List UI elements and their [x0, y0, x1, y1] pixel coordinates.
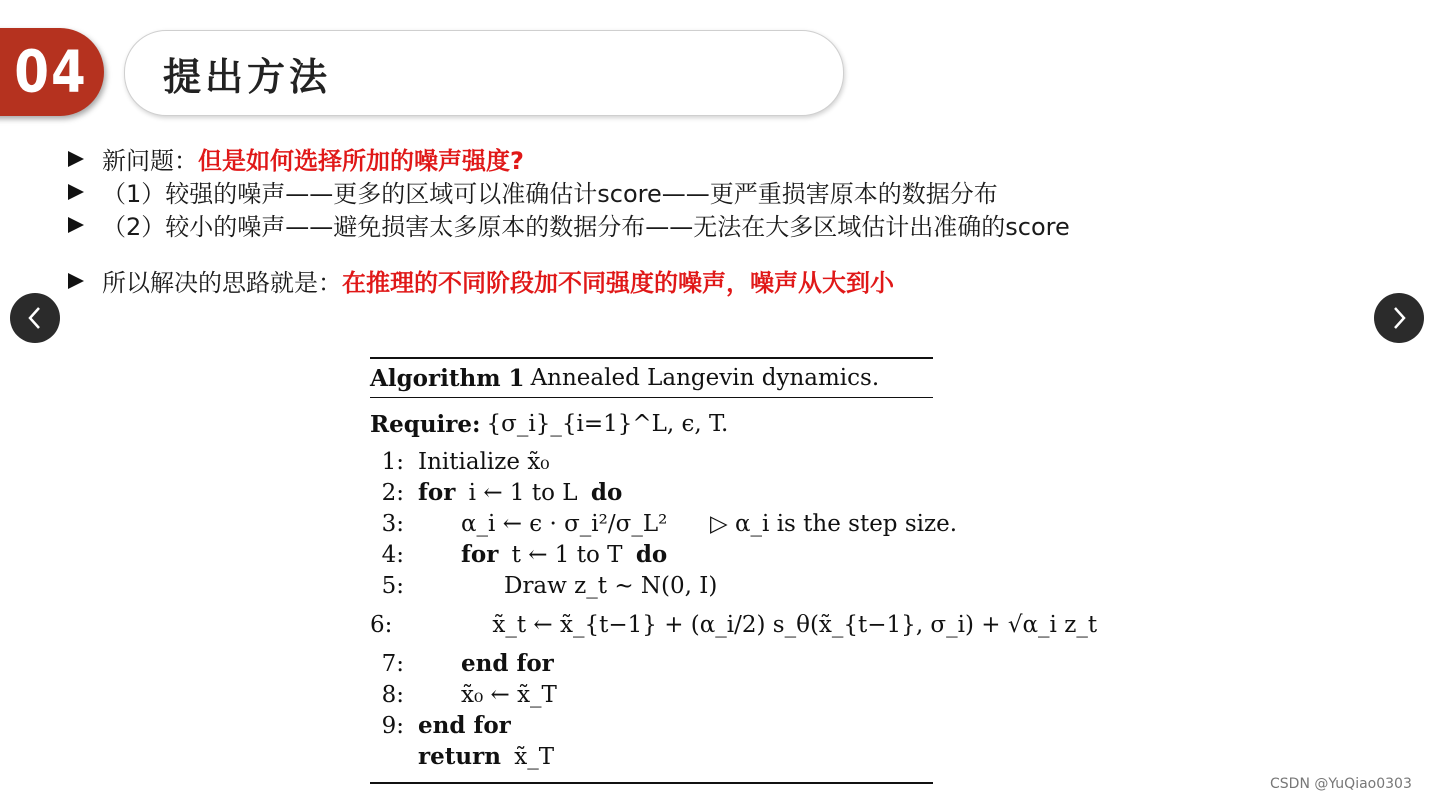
bullet-item	[68, 208, 1070, 241]
bullet-highlight: 在推理的不同阶段加不同强度的噪声，噪声从大到小	[342, 269, 894, 297]
require-math: {σ_i}_{i=1}^L, ϵ, T.	[486, 411, 729, 437]
keyword: end for	[418, 712, 511, 739]
algorithm-line	[370, 477, 933, 508]
keyword: for	[461, 541, 499, 568]
line-text: α_i ← ϵ · σ_i²/σ_L²	[461, 510, 668, 537]
bullet-text: （2）较小的噪声——避免损害太多原本的数据分布——无法在大多区域估计出准确的score	[102, 213, 1070, 241]
section-title: 提出方法	[163, 54, 332, 99]
algorithm-box	[370, 357, 1098, 784]
line-text: Draw z_t ∼ N(0, I)	[504, 572, 718, 599]
line-text: Initialize x̃₀	[418, 448, 550, 475]
algorithm-line	[370, 679, 933, 710]
chevron-left-icon	[24, 305, 46, 331]
line-number: 2:	[381, 479, 404, 506]
algorithm-line	[370, 741, 933, 772]
keyword: do	[590, 479, 623, 506]
bullet-text: 所以解决的思路就是：	[102, 269, 342, 297]
keyword: end for	[461, 650, 554, 677]
bullet-arrow-icon	[68, 151, 84, 167]
algorithm-require	[370, 402, 933, 446]
require-label: Require:	[370, 410, 481, 438]
line-number: 6:	[370, 611, 393, 638]
line-number: 5:	[381, 572, 404, 599]
line-text: x̃_T	[514, 744, 555, 770]
keyword: for	[418, 479, 456, 506]
section-number-badge	[0, 28, 104, 116]
bullet-arrow-icon	[68, 184, 84, 200]
line-text: x̃_t ← x̃_{t−1} + (α_i/2) s_θ(x̃_{t−1}, σ_i) + √α_i z_t	[492, 611, 1098, 638]
next-slide-button[interactable]	[1374, 293, 1424, 343]
line-text: x̃₀ ← x̃_T	[461, 681, 557, 708]
line-number: 1:	[381, 448, 404, 475]
line-text: t ← 1 to T	[511, 542, 623, 568]
prev-slide-button[interactable]	[10, 293, 60, 343]
algorithm-line	[370, 710, 933, 741]
line-number: 4:	[381, 541, 404, 568]
line-comment: ▷ α_i is the step size.	[710, 510, 958, 537]
bullet-item	[68, 175, 1070, 208]
algorithm-caption	[370, 359, 933, 397]
line-number: 8:	[381, 681, 404, 708]
algorithm-line	[370, 539, 933, 570]
bullet-list	[68, 142, 1070, 297]
bullet-arrow-icon	[68, 273, 84, 289]
bullet-item	[68, 264, 1070, 297]
algorithm-caption-rule	[370, 397, 933, 398]
bullet-arrow-icon	[68, 217, 84, 233]
algorithm-label: Algorithm 1	[370, 364, 525, 392]
bullet-highlight: 但是如何选择所加的噪声强度?	[198, 147, 524, 175]
keyword: return	[418, 743, 501, 770]
algorithm-line	[370, 508, 958, 539]
algorithm-line	[370, 570, 933, 601]
chevron-right-icon	[1388, 305, 1410, 331]
bullet-item	[68, 142, 1070, 175]
keyword: do	[635, 541, 668, 568]
line-number: 3:	[381, 510, 404, 537]
algorithm-line	[370, 601, 1098, 648]
section-title-pill	[124, 30, 844, 116]
bullet-text: 新问题：	[102, 147, 198, 175]
algorithm-line	[370, 648, 933, 679]
algorithm-line	[370, 446, 933, 477]
bullet-text: （1）较强的噪声——更多的区域可以准确估计score——更严重损害原本的数据分布	[102, 180, 998, 208]
algorithm-bottom-rule	[370, 782, 933, 784]
section-number: 04	[14, 38, 88, 106]
line-number: 7:	[381, 650, 404, 677]
watermark: CSDN @YuQiao0303	[1270, 776, 1412, 792]
line-number: 9:	[381, 712, 404, 739]
line-text: i ← 1 to L	[468, 480, 578, 506]
algorithm-name: Annealed Langevin dynamics.	[530, 365, 880, 391]
